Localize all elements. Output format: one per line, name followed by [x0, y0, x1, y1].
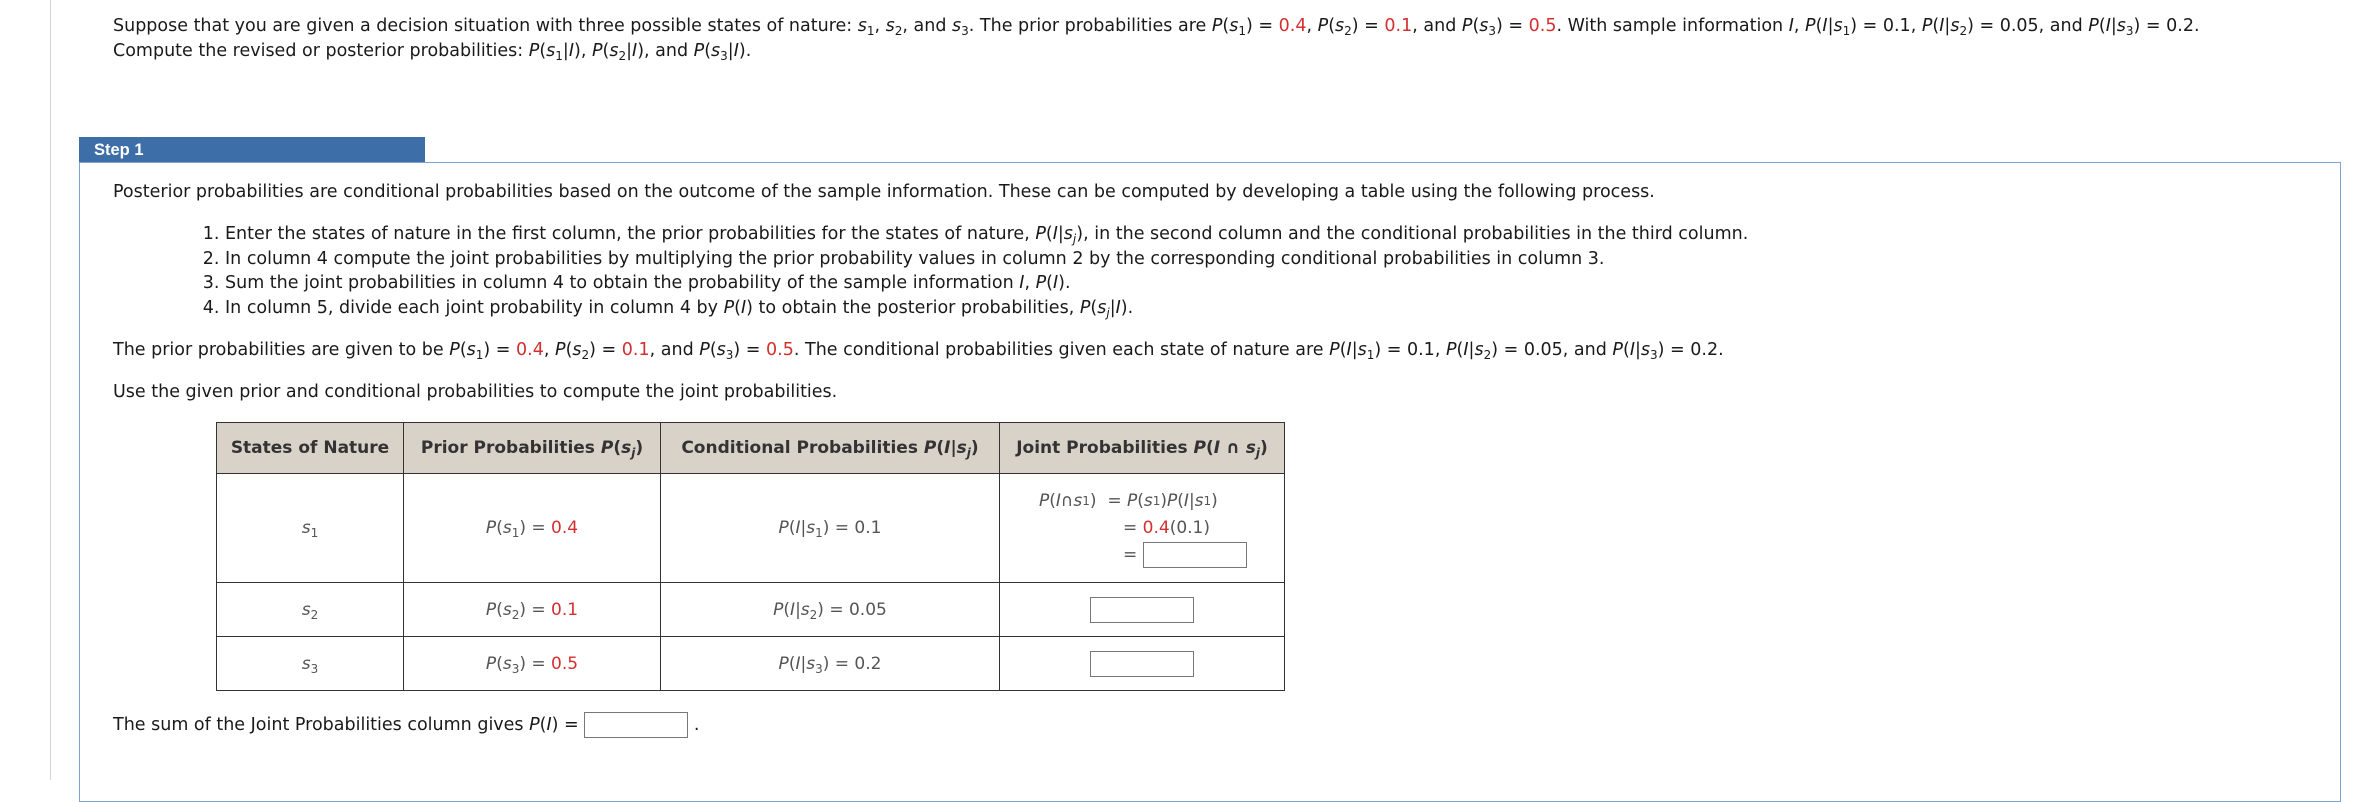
conditional-cell: $P(I|s_2) = 0.05$ — [661, 583, 1000, 637]
joint-cell — [1000, 637, 1285, 691]
state-cell: $s_2$ — [217, 583, 404, 637]
prior-cell: $P(s_1) = 0.4$ — [404, 474, 661, 583]
header-states: States of Nature — [217, 423, 404, 474]
header-joint: Joint Probabilities P(I ∩ $s_j$) — [1000, 423, 1285, 474]
process-step-1: 1. Enter the states of nature in the first column, the prior probabilities for the states of nature, $P(I|s_j)$, in the second column and the conditional probabilities in the third column. — [225, 222, 1748, 247]
process-step-4: 4. In column 5, divide each joint probability in column 4 by P(I) to obtain the posterior probabilities, $P(s_j|I)$. — [225, 296, 1748, 321]
conditional-cell: $P(I|s_1) = 0.1$ — [661, 474, 1000, 583]
sum-input[interactable] — [584, 712, 688, 738]
table-row — [217, 637, 1285, 691]
question-text — [113, 14, 2353, 64]
prior-s2-value: 0.1 — [1384, 16, 1413, 36]
prior-cell: $P(s_2) = 0.1$ — [404, 583, 661, 637]
sum-line: The sum of the Joint Probabilities column gives P(I) = . — [113, 712, 2313, 738]
joint-cell: P ( I ∩ s 1 ) = P ( s 1 ) P ( I | s 1 ) = 0.4 (0.1) = — [1000, 474, 1285, 583]
table-row — [217, 583, 1285, 637]
step-1-tab[interactable]: Step 1 — [79, 137, 425, 163]
prior-s3-value: 0.5 — [1528, 16, 1557, 36]
process-list — [203, 222, 1748, 320]
process-step-3: 3. Sum the joint probabilities in column 4 to obtain the probability of the sample information I, P(I). — [225, 271, 1748, 296]
prior-cell: $P(s_3) = 0.5$ — [404, 637, 661, 691]
joint-s2-input[interactable] — [1090, 597, 1194, 623]
joint-s3-input[interactable] — [1090, 651, 1194, 677]
joint-probability-table — [216, 422, 1285, 691]
state-cell: $s_3$ — [217, 637, 404, 691]
given-probabilities: The prior probabilities are given to be $P(s_1) = 0.4$, $P(s_2) = 0.1$, and $P(s_3) = 0.5$. The conditional probabilities given each state of nature are $P(I|s_1) = 0.1$, $P(I|s_2) = 0.05$, and $P(I|s_3) = 0.2$. — [113, 340, 1724, 362]
step-intro: Posterior probabilities are conditional probabilities based on the outcome of the sample information. These can be computed by developing a table using the following process. — [113, 182, 1655, 202]
state-cell: $s_1$ — [217, 474, 404, 583]
header-conditional: Conditional Probabilities $P(I|s_j)$ — [661, 423, 1000, 474]
question-line-1: Suppose that you are given a decision situation with three possible states of nature: $s_1$, $s_2$, and $s_3$. The prior probabilities are $P(s_1) = 0.4$, $P(s_2) = 0.1$, and $P(s_3) = 0.5$. With sample information I, $P(I|s_1) = 0.1$, $P(I|s_2) = 0.05$, and $P(I|s_3) = 0.2$. — [113, 16, 2200, 38]
table-row — [217, 474, 1285, 583]
conditional-cell: $P(I|s_3) = 0.2$ — [661, 637, 1000, 691]
process-step-2: 2. In column 4 compute the joint probabilities by multiplying the prior probability values in column 2 by the corresponding conditional probabilities in column 3. — [225, 247, 1748, 272]
question-line-2: Compute the revised or posterior probabilities: $P(s_1|I)$, $P(s_2|I)$, and $P(s_3|I)$. — [113, 41, 752, 63]
joint-cell — [1000, 583, 1285, 637]
use-instruction: Use the given prior and conditional probabilities to compute the joint probabilities. — [113, 382, 838, 402]
header-prior: Prior Probabilities $P(s_j)$ — [404, 423, 661, 474]
joint-s1-input[interactable] — [1143, 542, 1247, 568]
prior-s1-value: 0.4 — [1278, 16, 1307, 36]
